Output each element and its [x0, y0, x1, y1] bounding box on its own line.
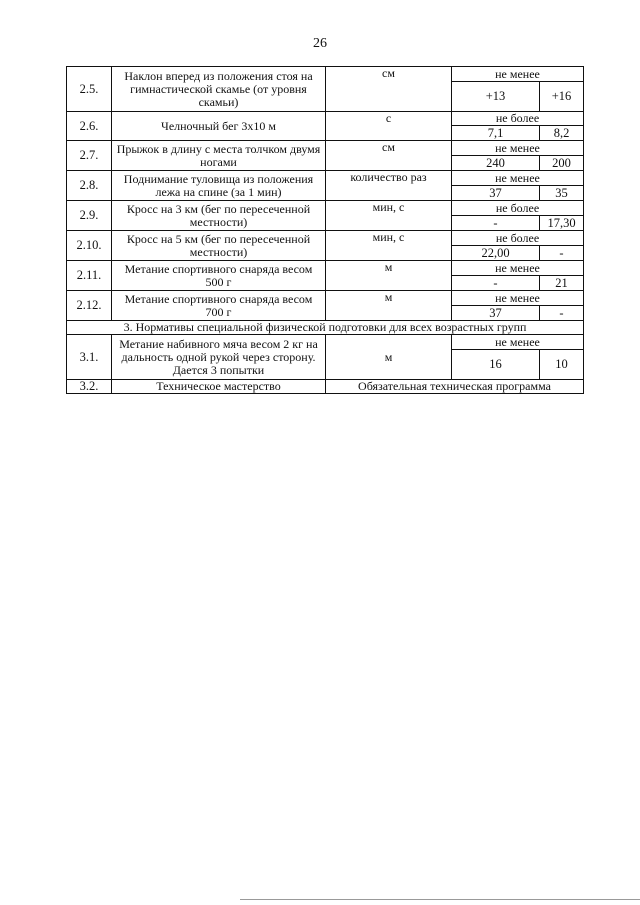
- table-row: [67, 67, 584, 82]
- exercise-name: Кросс на 5 км (бег по пересеченной местности): [112, 231, 326, 261]
- value-boys: 16: [452, 350, 540, 380]
- exercise-name: Метание спортивного снаряда весом 700 г: [112, 291, 326, 321]
- value-boys: 37: [452, 186, 540, 201]
- row-number: 2.12.: [67, 291, 112, 321]
- value-boys: 240: [452, 156, 540, 171]
- row-number: 2.5.: [67, 67, 112, 112]
- table-row: [67, 141, 584, 156]
- criterion: не менее: [452, 291, 584, 306]
- criterion: не менее: [452, 335, 584, 350]
- unit: см: [326, 141, 452, 171]
- value-girls: 8,2: [540, 126, 584, 141]
- value-girls: 21: [540, 276, 584, 291]
- unit: мин, с: [326, 231, 452, 261]
- exercise-name: Прыжок в длину с места толчком двумя ногами: [112, 141, 326, 171]
- value-boys: 22,00: [452, 246, 540, 261]
- criterion: не менее: [452, 67, 584, 82]
- table-row: [67, 112, 584, 126]
- section-header-row: [67, 321, 584, 335]
- table-row: [67, 231, 584, 246]
- value-boys: -: [452, 216, 540, 231]
- value-boys: 7,1: [452, 126, 540, 141]
- value-girls: 17,30: [540, 216, 584, 231]
- row-number: 2.11.: [67, 261, 112, 291]
- value-girls: 200: [540, 156, 584, 171]
- row-number: 3.2.: [67, 380, 112, 394]
- unit: м: [326, 261, 452, 291]
- section-title: 3. Нормативы специальной физической подготовки для всех возрастных групп: [67, 321, 584, 335]
- value-girls: -: [540, 306, 584, 321]
- unit: см: [326, 67, 452, 112]
- unit: м: [326, 291, 452, 321]
- row-number: 2.6.: [67, 112, 112, 141]
- row-number: 2.10.: [67, 231, 112, 261]
- unit: м: [326, 335, 452, 380]
- value-girls: +16: [540, 82, 584, 112]
- exercise-name: Техническое мастерство: [112, 380, 326, 394]
- row-number: 3.1.: [67, 335, 112, 380]
- table-row: [67, 291, 584, 306]
- scan-edge-line: [240, 899, 640, 900]
- criterion: не менее: [452, 171, 584, 186]
- table-row: [67, 201, 584, 216]
- exercise-name: Поднимание туловища из положения лежа на спине (за 1 мин): [112, 171, 326, 201]
- norms-table: [66, 66, 584, 394]
- criterion: не менее: [452, 141, 584, 156]
- page-number: 26: [313, 36, 327, 51]
- unit: количество раз: [326, 171, 452, 201]
- table-row: [67, 380, 584, 394]
- value-boys: +13: [452, 82, 540, 112]
- criterion: не более: [452, 231, 584, 246]
- value-girls: 10: [540, 350, 584, 380]
- value-girls: 35: [540, 186, 584, 201]
- value-boys: -: [452, 276, 540, 291]
- unit: с: [326, 112, 452, 141]
- row-number: 2.9.: [67, 201, 112, 231]
- program-text: Обязательная техническая программа: [326, 380, 584, 394]
- table-row: [67, 335, 584, 350]
- exercise-name: Метание спортивного снаряда весом 500 г: [112, 261, 326, 291]
- criterion: не более: [452, 112, 584, 126]
- value-girls: -: [540, 246, 584, 261]
- table-row: [67, 261, 584, 276]
- exercise-name: Наклон вперед из положения стоя на гимнастической скамье (от уровня скамьи): [112, 67, 326, 112]
- value-boys: 37: [452, 306, 540, 321]
- row-number: 2.7.: [67, 141, 112, 171]
- unit: мин, с: [326, 201, 452, 231]
- exercise-name: Метание набивного мяча весом 2 кг на дальность одной рукой через сторону. Дается 3 попытки: [112, 335, 326, 380]
- criterion: не более: [452, 201, 584, 216]
- table-row: [67, 171, 584, 186]
- criterion: не менее: [452, 261, 584, 276]
- exercise-name: Челночный бег 3х10 м: [112, 112, 326, 141]
- row-number: 2.8.: [67, 171, 112, 201]
- exercise-name: Кросс на 3 км (бег по пересеченной местности): [112, 201, 326, 231]
